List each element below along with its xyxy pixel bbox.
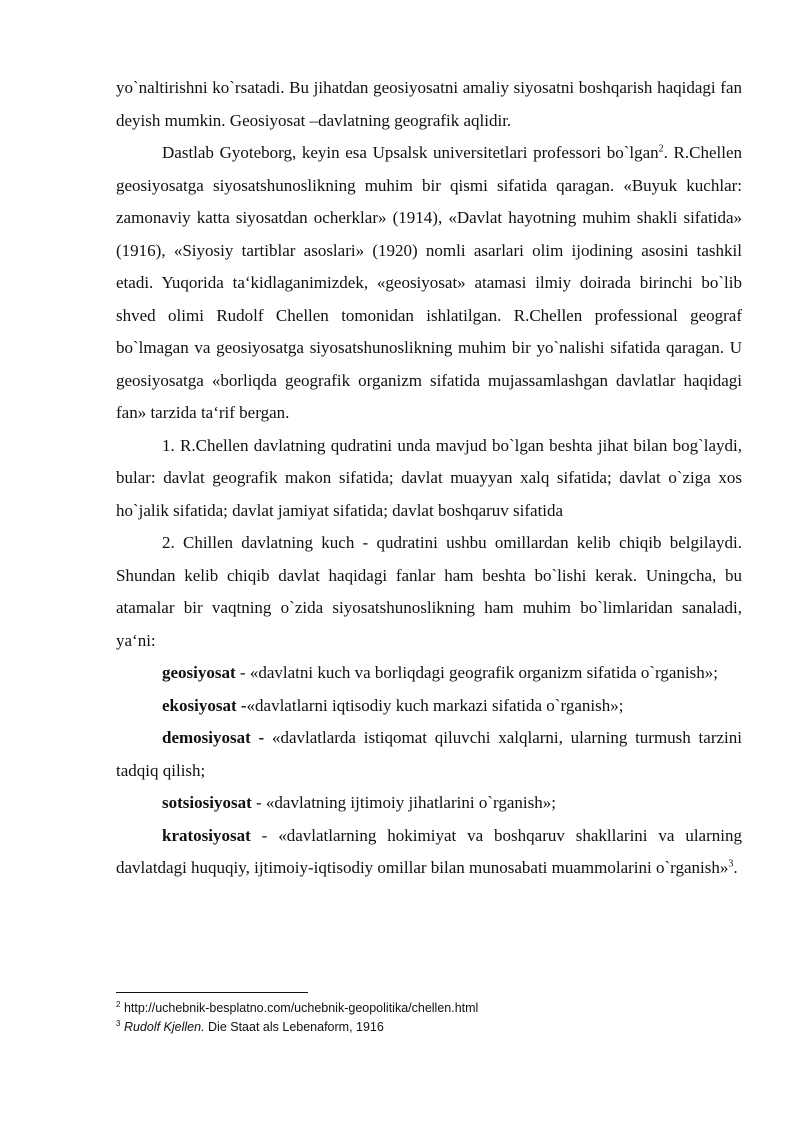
paragraph-1: yo`naltirishni ko`rsatadi. Bu jihatdan geosiyosatni amaliy siyosatni boshqarish haqidagi fan deyish mumkin. Geosiyosat –davlatning geografik aqlidir. bbox=[116, 78, 742, 130]
term-label: geosiyosat bbox=[162, 663, 236, 682]
paragraph-3: 1. R.Chellen davlatning qudratini unda mavjud bo`lgan beshta jihat bilan bog`laydi, bular: davlat geografik makon sifatida; davlat muayyan xalq sifatida; davlat o`ziga xos ho`jalik sifatida; davlat jamiyat sifatida; davlat boshqaruv sifatida bbox=[116, 435, 742, 520]
term-geosiyosat bbox=[116, 657, 742, 690]
footnote-number: 2 bbox=[116, 999, 121, 1009]
term-ekosiyosat bbox=[116, 690, 742, 723]
footnote-ref-2[interactable]: 2 bbox=[658, 143, 664, 155]
term-label: ekosiyosat - bbox=[162, 695, 247, 715]
term-definition: «davlatlarni iqtisodiy kuch markazi sifatida o`rganish»; bbox=[246, 695, 624, 715]
footnote-separator bbox=[116, 992, 308, 993]
term-definition: «davlatlarda istiqomat qiluvchi xalqlarni, ularning turmush tarzini tadqiq qilish; bbox=[116, 728, 742, 780]
term-definition: - «davlatning ijtimoiy jihatlarini o`rganish»; bbox=[251, 793, 556, 812]
footnote-3 bbox=[116, 1018, 742, 1037]
footnote-author: Rudolf Kjellen. bbox=[123, 1020, 205, 1034]
paragraph-2 bbox=[116, 137, 742, 430]
term-definition: - «davlatlarning hokimiyat va boshqaruv shakllarini va ularning davlatdagi huquqiy, ijtimoiy-iqtisodiy omillar bilan munosabati muammolarini o`rganish» bbox=[116, 825, 742, 877]
paragraph-2-text: Dastlab Gyoteborg, keyin esa Upsalsk universitetlari professori bo`lgan bbox=[162, 143, 659, 162]
term-label: kratosiyosat bbox=[162, 825, 251, 845]
term-demosiyosat bbox=[116, 722, 742, 787]
document-body bbox=[116, 72, 742, 885]
term-definition: - «davlatni kuch va borliqdagi geografik organizm sifatida o`rganish»; bbox=[235, 663, 718, 682]
footnote-ref-3[interactable]: 3 bbox=[728, 858, 734, 870]
footnote-link[interactable]: http://uchebnik-besplatno.com/uchebnik-geopolitika/chellen.html bbox=[123, 1001, 479, 1015]
term-label: demosiyosat - bbox=[162, 728, 265, 747]
footnote-number: 3 bbox=[116, 1018, 121, 1028]
paragraph-4: 2. Chillen davlatning kuch - qudratini ushbu omillardan kelib chiqib belgilaydi. Shundan kelib chiqib davlat haqidagi fanlar ham beshta bo`lishi kerak. Uningcha, bu atamalar bir vaqtning o`zida siyosatshunoslikning ham muhim bo`limlaridan sanaladi, ya‘ni: bbox=[116, 533, 742, 650]
term-kratosiyosat bbox=[116, 820, 742, 885]
footnotes bbox=[116, 992, 742, 1037]
term-sotsiosiyosat bbox=[116, 787, 742, 820]
paragraph-2-rest: . R.Chellen geosiyosatga siyosatshunoslikning muhim bir qismi sifatida qaragan. «Buyuk kuchlar: zamonaviy katta siyosatdan ocherklar» (1914), «Davlat hayotning muhim shakli sifatida» (1916), «Siyosiy tartiblar asoslari» (1920) nomli asarlari olim ijodining asosini tashkil etadi. Yuqorida ta‘kidlaganimizdek, «geosiyosat» atamasi ilmiy doirada birinchi bo`lib shved olimi Rudolf Chellen tomonidan ishlatilgan. R.Chellen professional geograf bo`lmagan va geosiyosatga siyosatshunoslikning muhim bir yo`nalishi sifatida qaragan. U geosiyosatga «borliqda geografik organizm sifatida mujassamlashgan davlatlar haqidagi fan» tarzida ta‘rif bergan. bbox=[116, 143, 742, 422]
term-label: sotsiosiyosat bbox=[162, 793, 252, 812]
footnote-2 bbox=[116, 999, 742, 1018]
term-end: . bbox=[733, 858, 738, 877]
footnote-source: Die Staat als Lebenaform, 1916 bbox=[204, 1020, 384, 1034]
